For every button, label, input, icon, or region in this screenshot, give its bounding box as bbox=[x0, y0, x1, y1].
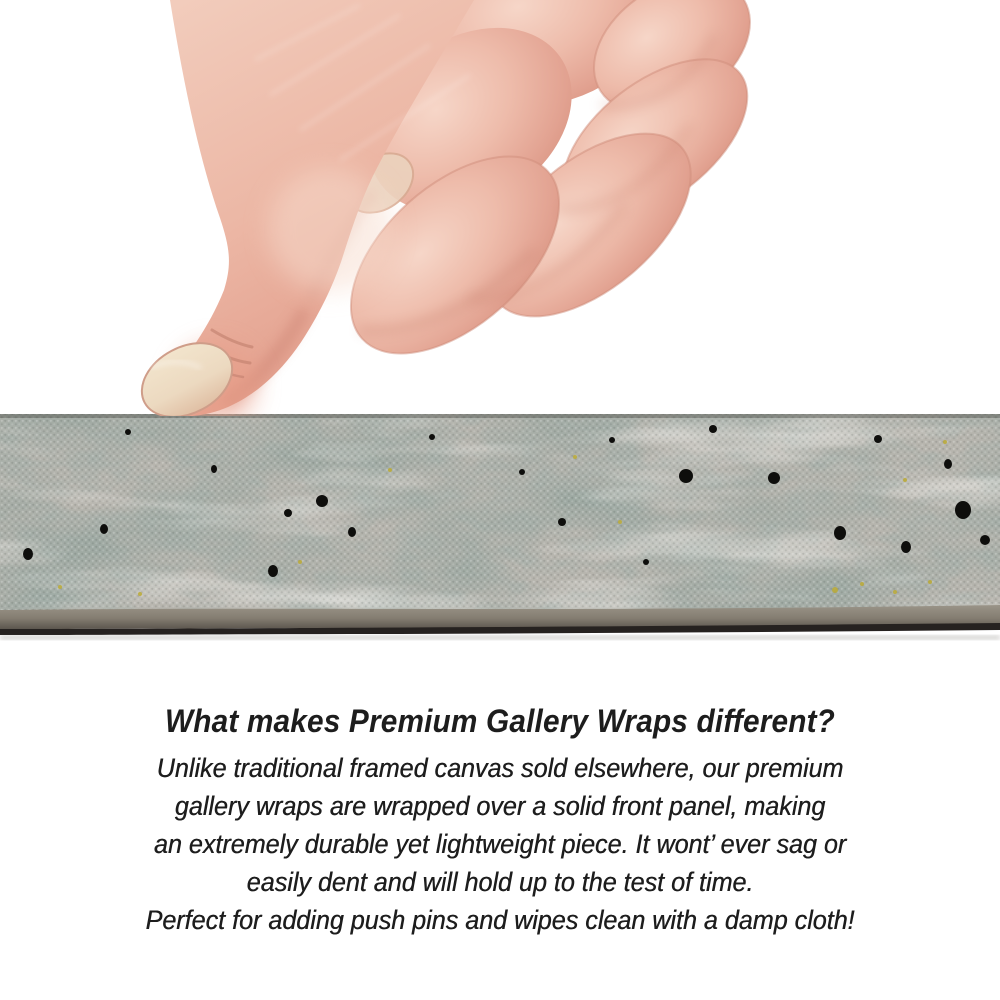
caption-line-1: Unlike traditional framed canvas sold elsewhere, our premium bbox=[156, 753, 844, 783]
caption-line-3: an extremely durable yet lightweight piece. It wont’ ever sag or bbox=[153, 829, 847, 859]
caption-line-4: easily dent and will hold up to the test of time. bbox=[246, 867, 754, 897]
canvas-strip bbox=[0, 412, 1000, 644]
caption-heading: What makes Premium Gallery Wraps different? bbox=[164, 703, 836, 739]
caption-line-5: Perfect for adding push pins and wipes clean with a damp cloth! bbox=[145, 905, 855, 935]
canvas-texture bbox=[0, 414, 1000, 611]
caption-block bbox=[35, 700, 965, 939]
canvas-bottom-edge bbox=[0, 605, 1000, 640]
caption-line-2: gallery wraps are wrapped over a solid front panel, making bbox=[174, 791, 826, 821]
hand-illustration bbox=[0, 0, 1000, 416]
